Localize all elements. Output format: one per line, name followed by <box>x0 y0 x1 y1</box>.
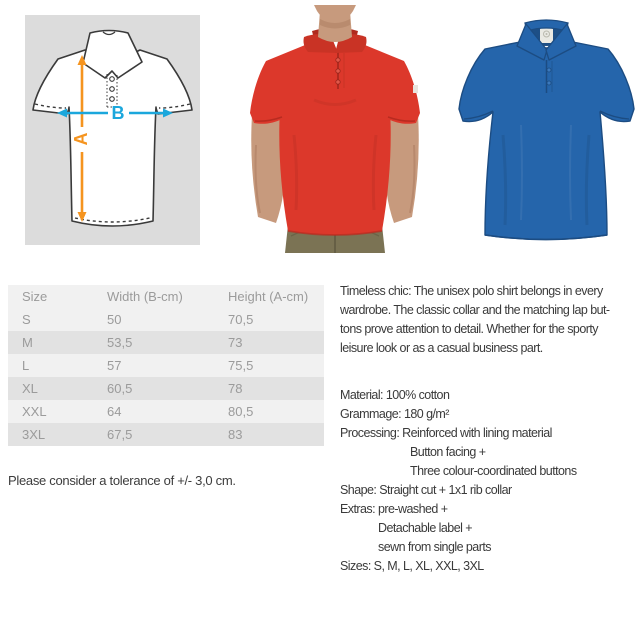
cell-width: 50 <box>107 312 122 327</box>
product-description <box>340 282 640 576</box>
sleeve-brand-tag <box>413 85 418 93</box>
cell-height: 80,5 <box>228 404 254 419</box>
table-row <box>8 377 324 400</box>
column-header-height: Height (A-cm) <box>228 289 309 304</box>
cell-height: 73 <box>228 335 243 350</box>
description-line: Timeless chic: The unisex polo shirt belongs in every <box>340 284 603 298</box>
model-neck <box>314 5 356 42</box>
spec-line-grammage: Grammage: 180 g/m² <box>340 407 449 421</box>
size-table <box>8 285 324 446</box>
width-label-b: B <box>111 103 125 123</box>
table-row <box>8 354 324 377</box>
cell-height: 83 <box>228 427 243 442</box>
polo-outline-drawing <box>33 31 192 227</box>
cell-size: 3XL <box>22 427 46 442</box>
product-photo-blue-polo <box>455 15 638 245</box>
table-row <box>8 400 324 423</box>
spec-list <box>340 386 640 576</box>
red-polo-model-image <box>244 5 426 253</box>
cell-size: M <box>22 335 33 350</box>
size-table-header-row <box>8 285 324 308</box>
column-header-width: Width (B-cm) <box>107 289 183 304</box>
spec-line-extras-cont: sewn from single parts <box>378 540 491 554</box>
cell-width: 53,5 <box>107 335 133 350</box>
description-line: leisure look or as a casual business part. <box>340 341 543 355</box>
description-line: wardrobe. The classic collar and the matching lap but- <box>340 303 610 317</box>
spec-line-processing-cont: Button facing + <box>410 445 486 459</box>
spec-line-material: Material: 100% cotton <box>340 388 450 402</box>
spec-line-processing: Processing: Reinforced with lining material <box>340 426 552 440</box>
cell-size: XXL <box>22 404 47 419</box>
cell-size: XL <box>22 381 38 396</box>
cell-width: 60,5 <box>107 381 133 396</box>
size-diagram-panel <box>25 15 200 245</box>
blue-polo-shirt <box>459 20 634 240</box>
blue-polo-product-image <box>455 15 638 245</box>
polo-measurement-diagram <box>25 15 200 245</box>
cell-width: 64 <box>107 404 122 419</box>
cell-height: 78 <box>228 381 243 396</box>
cell-height: 70,5 <box>228 312 254 327</box>
spec-line-extras-cont: Detachable label + <box>378 521 472 535</box>
description-line: tons prove attention to detail. Whether for the sporty <box>340 322 598 336</box>
cell-width: 57 <box>107 358 122 373</box>
table-row <box>8 331 324 354</box>
height-label-a: A <box>70 132 91 146</box>
table-row <box>8 423 324 446</box>
cell-size: S <box>22 312 31 327</box>
collar-brand-label <box>540 28 553 43</box>
cell-height: 75,5 <box>228 358 254 373</box>
tolerance-note: Please consider a tolerance of +/- 3,0 cm. <box>8 473 236 488</box>
spec-line-shape: Shape: Straight cut + 1x1 rib collar <box>340 483 512 497</box>
cell-size: L <box>22 358 30 373</box>
spec-line-extras: Extras: pre-washed + <box>340 502 448 516</box>
column-header-size: Size <box>22 289 48 304</box>
spec-line-processing-cont: Three colour-coordinated buttons <box>410 464 577 478</box>
model-photo-red-polo <box>244 5 426 253</box>
table-row <box>8 308 324 331</box>
spec-line-sizes: Sizes: S, M, L, XL, XXL, 3XL <box>340 559 484 573</box>
cell-width: 67,5 <box>107 427 133 442</box>
